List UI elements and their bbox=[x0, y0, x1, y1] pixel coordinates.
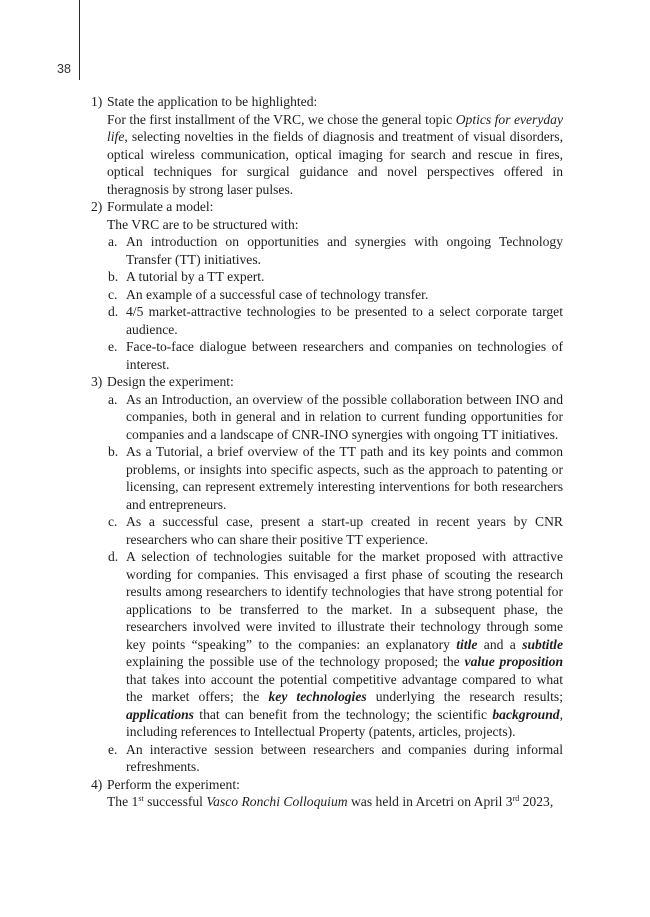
sub-item-letter: d. bbox=[108, 549, 119, 564]
item-body bbox=[107, 216, 563, 234]
text-run: The VRC are to be structured with: bbox=[107, 216, 299, 232]
list-item-2 bbox=[91, 198, 563, 373]
key-term: key technologies bbox=[268, 689, 367, 704]
sub-item-3d bbox=[107, 548, 563, 741]
list-item-1 bbox=[91, 93, 563, 198]
text-run: , including references to Intellectual Property (patents, articles, projects). bbox=[126, 706, 563, 739]
sub-item-letter: b. bbox=[108, 444, 119, 459]
sub-item-text bbox=[126, 513, 563, 548]
sub-item-text bbox=[126, 391, 563, 444]
sub-item-text bbox=[126, 233, 563, 268]
ordinal-suffix: rd bbox=[512, 794, 520, 803]
text-run: As a Tutorial, a brief overview of the TT path and its key points and common problems, or insights into specific aspects, such as the approach to patenting or licensing, can represent extremely interesting interventions for both researchers and entrepreneurs. bbox=[126, 444, 563, 512]
text-run: that can benefit from the technology; the scientific bbox=[193, 706, 493, 722]
text-run: An interactive session between researchers and companies during informal refreshments. bbox=[126, 741, 563, 774]
gutter-rule bbox=[79, 0, 80, 80]
sub-item-letter: a. bbox=[108, 391, 118, 407]
sub-item-3b bbox=[107, 443, 563, 513]
key-term: title bbox=[456, 636, 478, 652]
item-number: 3) bbox=[91, 374, 103, 389]
text-run: An example of a successful case of technology transfer. bbox=[126, 286, 429, 302]
sub-item-text bbox=[126, 303, 563, 338]
sub-item-2c bbox=[107, 286, 563, 304]
sub-item-letter: e. bbox=[108, 339, 118, 354]
item-number: 2) bbox=[91, 199, 103, 214]
item-heading: State the application to be highlighted: bbox=[107, 94, 318, 109]
sub-item-text bbox=[126, 443, 563, 513]
italic-text: Optics for everyday life bbox=[107, 111, 563, 144]
text-run: For the first installment of the VRC, we chose the general topic bbox=[107, 111, 456, 127]
item-number: 4) bbox=[91, 776, 103, 792]
sub-item-text bbox=[126, 338, 563, 373]
sub-item-letter: c. bbox=[108, 514, 118, 529]
text-run: , selecting novelties in the fields of diagnosis and treatment of visual disorders, optical wireless communication, optical imaging for search and rescue in fires, optical techniques for surgical guidance and novel perspectives offered in theragnosis by strong laser pulses. bbox=[107, 129, 563, 197]
item-heading: Perform the experiment: bbox=[107, 776, 240, 792]
page-number: 38 bbox=[57, 62, 71, 76]
list-item-4 bbox=[91, 776, 563, 811]
item-heading: Formulate a model: bbox=[107, 199, 214, 214]
sub-item-letter: c. bbox=[108, 286, 118, 302]
item-heading: Design the experiment: bbox=[107, 374, 234, 389]
text-run: An introduction on opportunities and synergies with ongoing Technology Transfer (TT) initiatives. bbox=[126, 234, 563, 267]
sub-item-text bbox=[126, 286, 563, 304]
text-run: and a bbox=[477, 636, 523, 652]
text-run: successful bbox=[143, 794, 207, 809]
sub-item-2b bbox=[107, 268, 563, 286]
text-run: The 1 bbox=[107, 794, 139, 809]
item-body bbox=[107, 793, 563, 811]
text-run: 4/5 market-attractive technologies to be presented to a select corporate target audience. bbox=[126, 304, 563, 337]
text-run: 2023, bbox=[519, 794, 554, 809]
sub-item-2a bbox=[107, 233, 563, 268]
key-term: background bbox=[492, 706, 560, 722]
sub-item-text bbox=[126, 548, 563, 741]
sub-item-text bbox=[126, 268, 563, 286]
item-number: 1) bbox=[91, 94, 103, 109]
sub-item-2d bbox=[107, 303, 563, 338]
page-content bbox=[91, 93, 563, 811]
sub-item-3e bbox=[107, 741, 563, 776]
sub-item-3c bbox=[107, 513, 563, 548]
sub-item-letter: d. bbox=[108, 304, 119, 319]
text-run: A selection of technologies suitable for the market proposed with attractive wording for companies. This envisaged a first phase of scouting the research results among researchers to identify technologies that have strong potential for applications to be transferred to the market. In a subsequent phase, the researchers involved were invited to illustrate their technology through some key points “speaking” to the companies: an explanatory bbox=[126, 549, 563, 652]
key-term: subtitle bbox=[522, 636, 563, 652]
text-run: explaining the possible use of the technology proposed; the bbox=[126, 654, 465, 669]
sub-item-letter: b. bbox=[108, 269, 119, 284]
list-item-3 bbox=[91, 373, 563, 776]
text-run: underlying the research results; bbox=[366, 689, 563, 704]
text-run: A tutorial by a TT expert. bbox=[126, 269, 265, 284]
sub-item-letter: a. bbox=[108, 234, 118, 249]
text-run: As a successful case, present a start-up created in recent years by CNR researchers who can share their positive TT experience. bbox=[126, 514, 563, 547]
text-run: that takes into account the potential competitive advantage compared to what the market offers; the bbox=[126, 671, 563, 704]
ordinal-suffix: st bbox=[138, 794, 144, 803]
sub-item-3a bbox=[107, 391, 563, 444]
key-term: value proposition bbox=[464, 654, 563, 669]
text-run: Face-to-face dialogue between researchers and companies on technologies of interest. bbox=[126, 339, 563, 372]
text-run: As an Introduction, an overview of the possible collaboration between INO and companies, both in general and in relation to current funding opportunities for companies and a landscape of CNR-INO synergies with ongoing TT initiatives. bbox=[126, 391, 563, 442]
key-term: applications bbox=[126, 706, 194, 722]
sub-item-letter: e. bbox=[108, 741, 118, 757]
text-run: was held in Arcetri on April 3 bbox=[347, 794, 513, 809]
italic-text: Vasco Ronchi Colloquium bbox=[206, 794, 348, 809]
item-body bbox=[107, 111, 563, 199]
sub-item-text bbox=[126, 741, 563, 776]
sub-item-2e bbox=[107, 338, 563, 373]
